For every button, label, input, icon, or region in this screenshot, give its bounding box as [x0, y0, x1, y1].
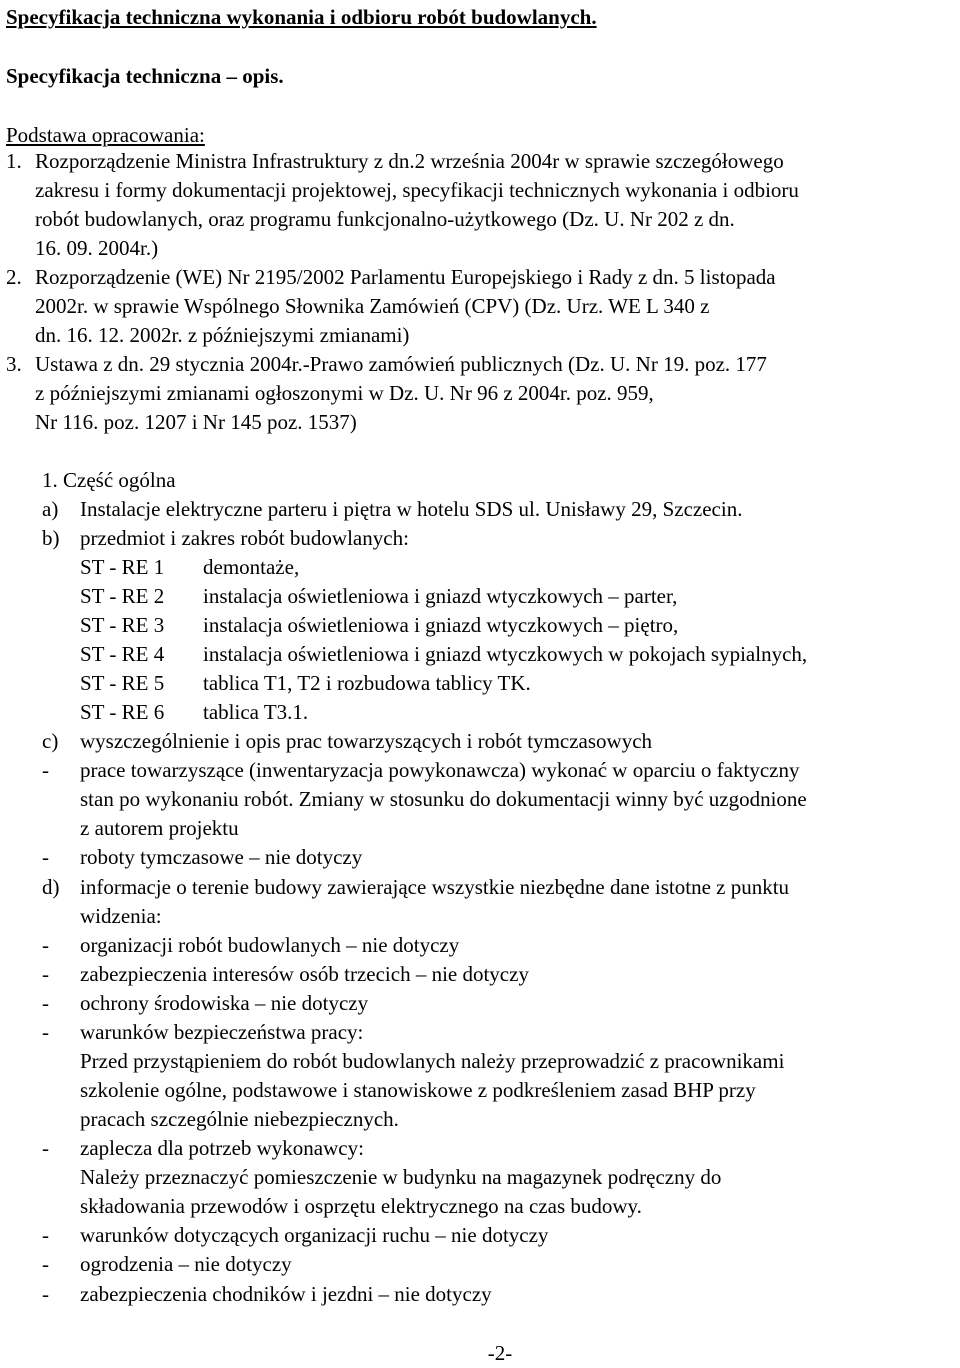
list-item-line: warunków dotyczących organizacji ruchu – nie dotyczy [80, 1223, 549, 1247]
list-dash: - [42, 1136, 49, 1160]
basis-item-number: 1. [6, 149, 22, 173]
st-code: ST - RE 3 [80, 613, 165, 637]
list-item-line: prace towarzyszące (inwentaryzacja powykonawcza) wykonać w oparciu o faktyczny [80, 758, 800, 782]
st-code: ST - RE 6 [80, 700, 165, 724]
st-description: tablica T1, T2 i rozbudowa tablicy TK. [203, 671, 531, 695]
list-item-line: stan po wykonaniu robót. Zmiany w stosunku do dokumentacji winny być uzgodnione [80, 787, 807, 811]
list-dash: - [42, 1282, 49, 1306]
list-dash: - [42, 845, 49, 869]
st-code: ST - RE 4 [80, 642, 165, 666]
basis-item-line: 2002r. w sprawie Wspólnego Słownika Zamówień (CPV) (Dz. Urz. WE L 340 z [35, 294, 710, 318]
list-item-line: zaplecza dla potrzeb wykonawcy: [80, 1136, 364, 1160]
list-item-line: warunków bezpieczeństwa pracy: [80, 1020, 364, 1044]
st-description: instalacja oświetleniowa i gniazd wtyczkowych w pokojach sypialnych, [203, 642, 808, 666]
list-item-line: składowania przewodów i osprzętu elektrycznego na czas budowy. [80, 1194, 642, 1218]
st-code: ST - RE 5 [80, 671, 165, 695]
list-item-line: Należy przeznaczyć pomieszczenie w budynku na magazynek podręczny do [80, 1165, 722, 1189]
basis-item-line: dn. 16. 12. 2002r. z późniejszymi zmianami) [35, 323, 410, 347]
st-code: ST - RE 2 [80, 584, 165, 608]
document-title: Specyfikacja techniczna wykonania i odbioru robót budowlanych. [6, 5, 597, 29]
st-description: instalacja oświetleniowa i gniazd wtyczkowych – parter, [203, 584, 678, 608]
item-label: c) [42, 729, 59, 753]
basis-item-line: robót budowlanych, oraz programu funkcjonalno-użytkowego (Dz. U. Nr 202 z dn. [35, 207, 735, 231]
section-heading: 1. Część ogólna [42, 468, 176, 492]
basis-item-line: Ustawa z dn. 29 stycznia 2004r.-Prawo zamówień publicznych (Dz. U. Nr 19. poz. 177 [35, 352, 767, 376]
list-dash: - [42, 1223, 49, 1247]
list-dash: - [42, 758, 49, 782]
item-text: widzenia: [80, 904, 162, 928]
basis-item-line: Nr 116. poz. 1207 i Nr 145 poz. 1537) [35, 410, 357, 434]
list-dash: - [42, 933, 49, 957]
list-item-line: zabezpieczenia interesów osób trzecich – nie dotyczy [80, 962, 529, 986]
st-description: demontaże, [203, 555, 300, 579]
list-dash: - [42, 1252, 49, 1276]
st-description: tablica T3.1. [203, 700, 309, 724]
list-item-line: szkolenie ogólne, podstawowe i stanowiskowe z podkreśleniem zasad BHP przy [80, 1078, 756, 1102]
list-item-line: ochrony środowiska – nie dotyczy [80, 991, 369, 1015]
basis-item-number: 2. [6, 265, 22, 289]
item-label: b) [42, 526, 60, 550]
list-item-line: z autorem projektu [80, 816, 239, 840]
item-text: wyszczególnienie i opis prac towarzyszących i robót tymczasowych [80, 729, 653, 753]
basis-heading: Podstawa opracowania: [6, 123, 205, 147]
basis-item-line: zakresu i formy dokumentacji projektowej, specyfikacji technicznych wykonania i odbioru [35, 178, 799, 202]
item-text: Instalacje elektryczne parteru i piętra w hotelu SDS ul. Unisławy 29, Szczecin. [80, 497, 743, 521]
st-description: instalacja oświetleniowa i gniazd wtyczkowych – piętro, [203, 613, 679, 637]
st-code: ST - RE 1 [80, 555, 165, 579]
item-label: a) [42, 497, 59, 521]
list-item-line: organizacji robót budowlanych – nie dotyczy [80, 933, 460, 957]
list-dash: - [42, 991, 49, 1015]
basis-item-line: z późniejszymi zmianami ogłoszonymi w Dz. U. Nr 96 z 2004r. poz. 959, [35, 381, 654, 405]
list-dash: - [42, 1020, 49, 1044]
basis-item-number: 3. [6, 352, 22, 376]
page-number: -2- [487, 1341, 513, 1365]
item-text: informacje o terenie budowy zawierające wszystkie niezbędne dane istotne z punktu [80, 875, 790, 899]
list-item-line: ogrodzenia – nie dotyczy [80, 1252, 292, 1276]
list-item-line: pracach szczególnie niebezpiecznych. [80, 1107, 399, 1131]
item-text: przedmiot i zakres robót budowlanych: [80, 526, 409, 550]
item-label: d) [42, 875, 60, 899]
basis-item-line: Rozporządzenie Ministra Infrastruktury z dn.2 września 2004r w sprawie szczegółowego [35, 149, 784, 173]
list-item-line: zabezpieczenia chodników i jezdni – nie dotyczy [80, 1282, 492, 1306]
list-item-line: roboty tymczasowe – nie dotyczy [80, 845, 363, 869]
document-subtitle: Specyfikacja techniczna – opis. [6, 64, 284, 88]
list-item-line: Przed przystąpieniem do robót budowlanych należy przeprowadzić z pracownikami [80, 1049, 785, 1073]
basis-item-line: 16. 09. 2004r.) [35, 236, 159, 260]
basis-item-line: Rozporządzenie (WE) Nr 2195/2002 Parlamentu Europejskiego i Rady z dn. 5 listopada [35, 265, 776, 289]
list-dash: - [42, 962, 49, 986]
